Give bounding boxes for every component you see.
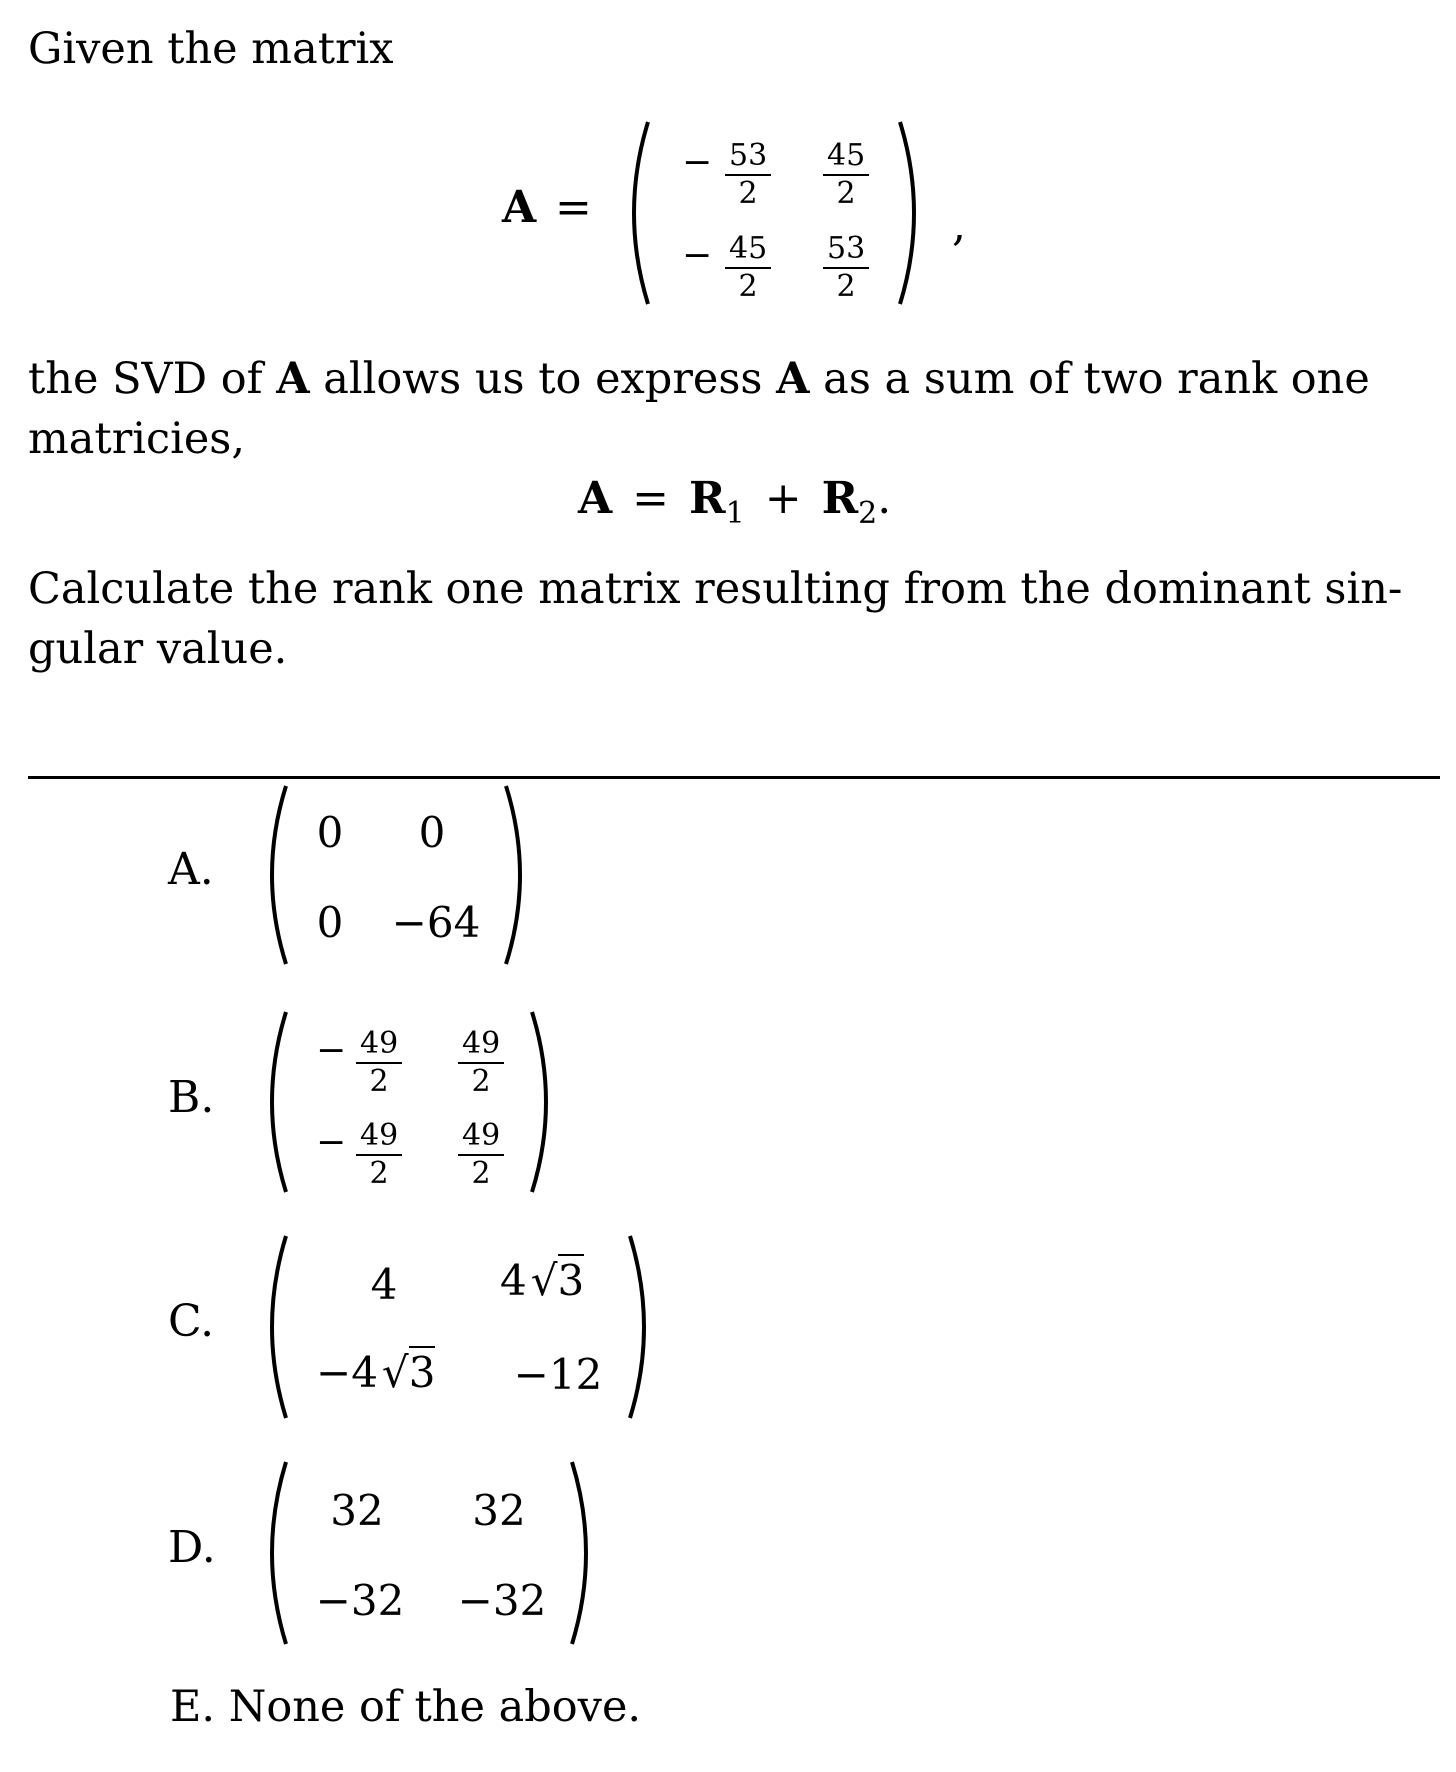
matrix-a-comma: , [952, 200, 966, 251]
option-b-r1c2-num: 49 [458, 1028, 504, 1064]
option-d-label[interactable]: D. [168, 1522, 216, 1573]
matrix-a-left-paren [614, 118, 654, 308]
option-b-r2c1-num: 49 [356, 1120, 402, 1156]
option-a-r2c1: 0 [316, 898, 344, 947]
option-c-r2c1 [316, 1348, 435, 1397]
option-b-left-paren [252, 1008, 292, 1196]
option-d-right-paren [566, 1458, 606, 1648]
divider-rule [28, 776, 1440, 779]
option-b-r2c1-den: 2 [369, 1155, 389, 1191]
option-a-right-paren [500, 782, 540, 968]
option-b-r2c1-sign: − [316, 1122, 347, 1163]
option-d-left-paren [252, 1458, 292, 1648]
matrix-a-r1c2 [823, 140, 869, 209]
matrix-a-r1c2-num: 45 [823, 140, 869, 176]
option-b-label[interactable]: B. [168, 1072, 215, 1123]
option-d-r2c2: −32 [457, 1576, 547, 1625]
svd-text-2: allows us to express [309, 354, 777, 404]
option-b-r2c2-num: 49 [458, 1120, 504, 1156]
option-e[interactable]: E. None of the above. [170, 1682, 642, 1732]
matrix-a-r1c1-den: 2 [738, 175, 758, 211]
option-a-r1c1: 0 [316, 808, 344, 857]
option-b-r1c2 [458, 1028, 504, 1097]
option-a-r1c2: 0 [418, 808, 446, 857]
option-b-r1c1-den: 2 [369, 1063, 389, 1099]
matrix-a-r2c1-num: 45 [725, 233, 771, 269]
decomposition-equation [578, 473, 891, 531]
option-c-r1c1: 4 [370, 1260, 398, 1309]
sqrt-symbol: √ [530, 1256, 558, 1305]
option-b-right-paren [526, 1008, 566, 1196]
svd-text-1: the SVD of [28, 354, 277, 404]
option-c-left-paren [252, 1232, 292, 1422]
option-b-r1c1-num: 49 [356, 1028, 402, 1064]
matrix-a-symbol: A [502, 182, 537, 233]
option-c-r1c2-radicand: 3 [557, 1256, 585, 1305]
matrix-a-r2c1-den: 2 [738, 268, 758, 304]
matrix-a-r1c2-den: 2 [836, 175, 856, 211]
question-line-1: Calculate the rank one matrix resulting from the dominant sin- [28, 564, 1403, 614]
decomp-a: A [578, 473, 613, 524]
svd-bold-a-2: A [776, 354, 810, 404]
option-d-r1c2: 32 [472, 1486, 526, 1535]
matrix-a-r2c2 [823, 233, 869, 302]
decomp-equals: = [632, 473, 670, 524]
svd-bold-a-1: A [276, 354, 310, 404]
option-c-r2c1-radicand: 3 [408, 1348, 436, 1397]
option-b-r2c1 [356, 1120, 402, 1189]
option-c-right-paren [624, 1232, 664, 1422]
svd-text-3: as a sum of two rank one [809, 354, 1370, 404]
matrix-a-r2c1-sign: − [682, 235, 713, 276]
option-a-r2c2: −64 [391, 898, 481, 947]
question-line-2: gular value. [28, 624, 288, 674]
option-a-left-paren [252, 782, 292, 968]
option-a-label[interactable]: A. [168, 844, 214, 895]
option-d-r1c1: 32 [330, 1486, 384, 1535]
matrix-a-r1c1-sign: − [682, 142, 713, 183]
decomp-sub1: 1 [725, 495, 745, 531]
option-c-r1c2 [500, 1256, 584, 1305]
decomp-plus: + [764, 473, 802, 524]
sqrt-symbol: √ [381, 1348, 409, 1397]
option-d-r2c1: −32 [315, 1576, 405, 1625]
option-c-r2c2: −12 [513, 1350, 603, 1399]
option-b-r2c2 [458, 1120, 504, 1189]
decomp-r1: R [689, 473, 726, 524]
option-c-r1c2-coef: 4 [500, 1256, 527, 1305]
matrix-a-r2c2-den: 2 [836, 268, 856, 304]
decomp-sub2: 2 [858, 495, 878, 531]
equals-sign: = [555, 182, 592, 233]
matrix-a-r1c1-num: 53 [725, 140, 771, 176]
option-c-label[interactable]: C. [168, 1296, 215, 1347]
option-b-r2c2-den: 2 [471, 1155, 491, 1191]
decomp-period: . [877, 473, 892, 524]
option-b-r1c2-den: 2 [471, 1063, 491, 1099]
option-b-r1c1 [356, 1028, 402, 1097]
matrix-a-right-paren [894, 118, 934, 308]
matrix-a-r1c1 [725, 140, 771, 209]
intro-text: Given the matrix [28, 24, 394, 74]
matrix-a-r2c1 [725, 233, 771, 302]
decomp-r2: R [821, 473, 859, 524]
option-b-r1c1-sign: − [316, 1030, 347, 1071]
option-c-r2c1-coef: −4 [316, 1348, 378, 1397]
svd-paragraph [28, 352, 1448, 408]
svd-paragraph-line2: matricies, [28, 414, 246, 464]
matrix-a-r2c2-num: 53 [823, 233, 869, 269]
